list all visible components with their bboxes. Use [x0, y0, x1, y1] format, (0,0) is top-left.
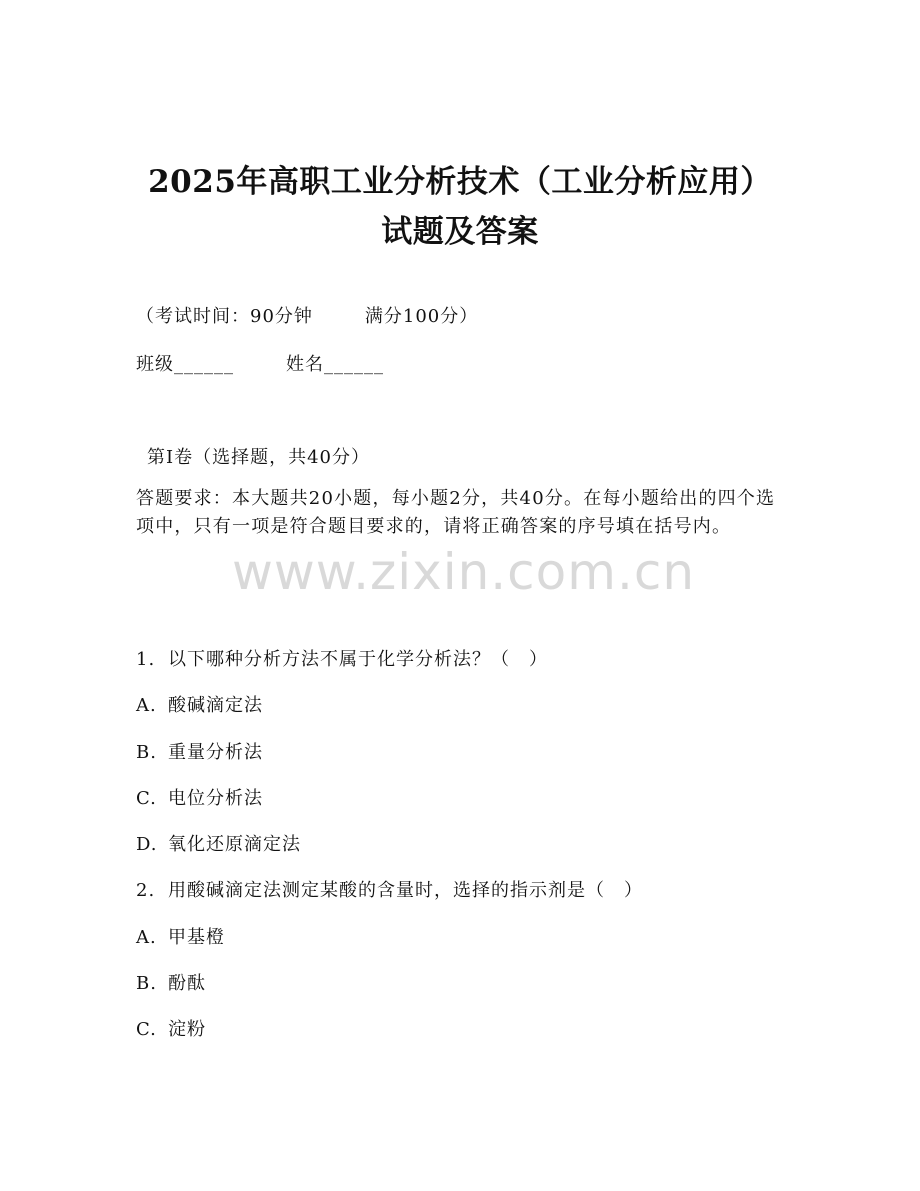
- option-text: 重量分析法: [168, 742, 263, 763]
- question-2: [136, 876, 643, 902]
- question-1-option-c: [136, 784, 263, 810]
- option-letter: A.: [136, 927, 157, 948]
- section-heading: 第Ⅰ卷（选择题，共40分）: [147, 447, 371, 468]
- option-letter: C.: [136, 1019, 157, 1040]
- option-text: 酚酞: [168, 973, 206, 994]
- option-text: 甲基橙: [168, 927, 225, 948]
- question-2-option-c: [136, 1015, 206, 1041]
- option-letter: C.: [136, 788, 157, 809]
- option-letter: A.: [136, 695, 157, 716]
- question-text: 以下哪种分析方法不属于化学分析法？（ ）: [168, 649, 548, 670]
- question-text: 用酸碱滴定法测定某酸的含量时，选择的指示剂是（ ）: [168, 880, 643, 901]
- question-1-option-a: [136, 691, 263, 717]
- question-1: [136, 645, 548, 671]
- option-text: 电位分析法: [168, 788, 263, 809]
- question-number: 2.: [136, 880, 156, 901]
- exam-full-score: 满分100分）: [364, 306, 479, 327]
- exam-time: （考试时间：90分钟: [136, 306, 313, 327]
- document-title-line2: 试题及答案: [381, 214, 539, 250]
- option-text: 酸碱滴定法: [168, 695, 263, 716]
- exam-info: [136, 302, 478, 328]
- question-number: 1.: [136, 649, 156, 670]
- document-title-line1: 2025年高职工业分析技术（工业分析应用）: [148, 164, 772, 200]
- question-1-option-d: [136, 830, 301, 856]
- class-field: 班级______: [136, 354, 234, 375]
- option-text: 淀粉: [168, 1019, 206, 1040]
- watermark: www.zixin.com.cn: [232, 543, 696, 601]
- section-instructions: 答题要求：本大题共20小题，每小题2分，共40分。在每小题给出的四个选项中，只有一项是符合题目要求的，请将正确答案的序号填在括号内。: [136, 488, 776, 537]
- option-text: 氧化还原滴定法: [168, 834, 301, 855]
- option-letter: B.: [136, 742, 157, 763]
- name-field: 姓名______: [286, 354, 384, 375]
- question-2-option-b: [136, 969, 206, 995]
- question-2-option-a: [136, 923, 225, 949]
- student-fields: [136, 350, 384, 376]
- question-1-option-b: [136, 738, 263, 764]
- option-letter: D.: [136, 834, 158, 855]
- option-letter: B.: [136, 973, 157, 994]
